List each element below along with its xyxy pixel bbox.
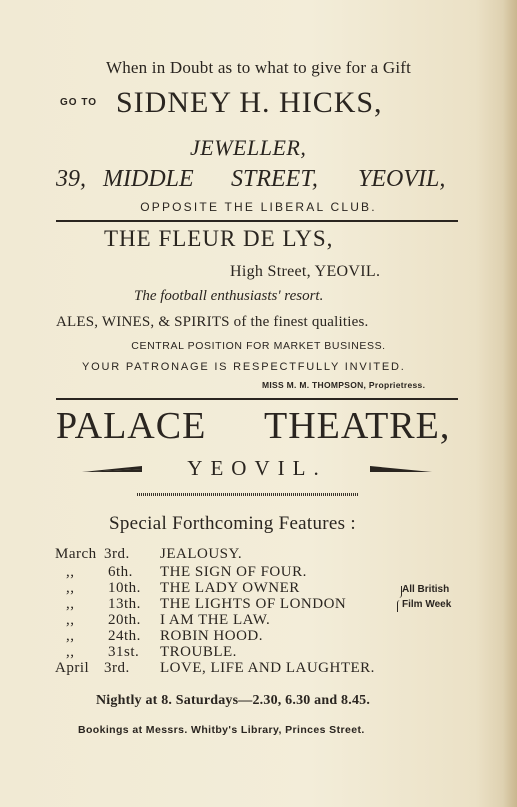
- feature-day: 20th.: [108, 612, 141, 628]
- feature-day: 6th.: [108, 564, 133, 580]
- feature-title: JEALOUSY.: [160, 546, 243, 562]
- paper-edge-shadow: [503, 0, 517, 807]
- bookings-info: Bookings at Messrs. Whitby's Library, Princes Street.: [78, 724, 365, 736]
- pub-central-position: CENTRAL POSITION FOR MARKET BUSINESS.: [131, 340, 386, 352]
- feature-day: 3rd.: [104, 660, 130, 676]
- feature-month: ,,: [66, 596, 75, 612]
- feature-day: 10th.: [108, 580, 141, 596]
- feature-title: LOVE, LIFE AND LAUGHTER.: [160, 660, 375, 676]
- feature-day: 3rd.: [104, 546, 130, 562]
- feature-day: 24th.: [108, 628, 141, 644]
- address-street: STREET,: [231, 166, 318, 192]
- feature-month: ,,: [66, 580, 75, 596]
- performance-times: Nightly at 8. Saturdays—2.30, 6.30 and 8.45.: [96, 693, 371, 708]
- pub-drinks: ALES, WINES, & SPIRITS of the finest qualities.: [56, 314, 369, 330]
- address-number: 39,: [56, 166, 86, 192]
- british-film-note-line2: Film Week: [402, 599, 452, 610]
- feature-month: March: [55, 546, 97, 562]
- feature-title: ROBIN HOOD.: [160, 628, 263, 644]
- british-film-note-line1: All British: [402, 584, 450, 595]
- opposite-liberal-club: OPPOSITE THE LIBERAL CLUB.: [140, 200, 377, 214]
- feature-title: THE LADY OWNER: [160, 580, 300, 596]
- left-wedge-ornament: [82, 462, 142, 474]
- address-street-name: MIDDLE: [103, 166, 194, 192]
- jeweller-trade: JEWELLER,: [190, 135, 307, 160]
- theatre-town: YEOVIL.: [187, 456, 327, 480]
- divider-rule: [56, 220, 458, 222]
- jeweller-name: SIDNEY H. HICKS,: [116, 86, 383, 119]
- feature-month: ,,: [66, 644, 75, 660]
- gift-intro: When in Doubt as to what to give for a Gift: [105, 58, 412, 77]
- pub-tagline: The football enthusiasts' resort.: [134, 288, 324, 304]
- address-town: YEOVIL,: [358, 166, 446, 192]
- theatre-name-left: PALACE: [56, 405, 207, 447]
- dotted-rule: [137, 493, 359, 496]
- features-heading: Special Forthcoming Features :: [109, 513, 356, 534]
- pub-address: High Street, YEOVIL.: [230, 263, 381, 280]
- right-wedge-ornament: [370, 462, 432, 474]
- feature-day: 13th.: [108, 596, 141, 612]
- feature-month: ,,: [66, 628, 75, 644]
- goto-label: GO TO: [60, 97, 98, 108]
- theatre-name-right: THEATRE,: [264, 405, 451, 447]
- pub-proprietress: MISS M. M. THOMPSON, Proprietress.: [262, 380, 426, 390]
- pub-name: THE FLEUR DE LYS,: [104, 226, 334, 251]
- divider-rule: [56, 398, 458, 400]
- theatre-town-banner: [82, 456, 432, 480]
- feature-title: I AM THE LAW.: [160, 612, 271, 628]
- feature-month: April: [55, 660, 90, 676]
- feature-month: ,,: [66, 564, 75, 580]
- feature-month: ,,: [66, 612, 75, 628]
- feature-day: 31st.: [108, 644, 140, 660]
- feature-title: THE SIGN OF FOUR.: [160, 564, 307, 580]
- pub-patronage: YOUR PATRONAGE IS RESPECTFULLY INVITED.: [82, 361, 406, 373]
- feature-title: THE LIGHTS OF LONDON: [160, 596, 347, 612]
- feature-title: TROUBLE.: [160, 644, 237, 660]
